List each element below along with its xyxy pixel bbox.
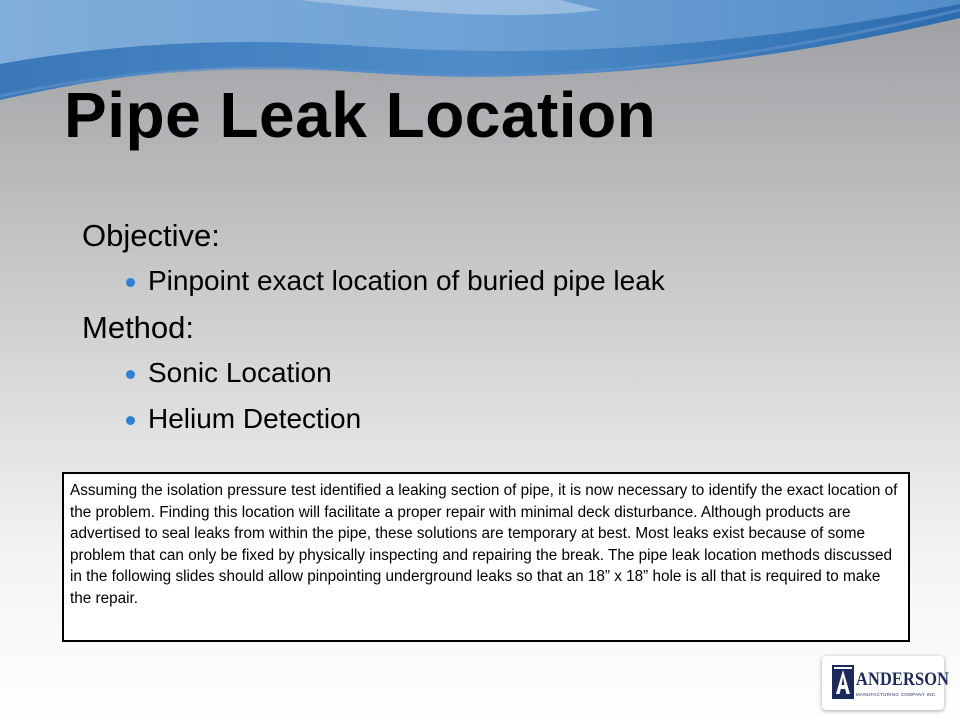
- anderson-logo-icon: [832, 665, 854, 699]
- method-heading: Method:: [82, 310, 195, 345]
- logo-subtitle: MANUFACTURING COMPANY INC.: [856, 692, 937, 697]
- bullet-item: [82, 258, 902, 304]
- company-logo: [822, 656, 950, 710]
- bullet-text: Pinpoint exact location of buried pipe leak: [148, 265, 665, 296]
- bullet-item: [82, 350, 902, 396]
- bullet-text: Helium Detection: [148, 403, 362, 434]
- method-bullets: [82, 350, 902, 442]
- bullet-dot-icon: [126, 278, 135, 287]
- bullet-dot-icon: [126, 416, 135, 425]
- notes-textbox: Assuming the isolation pressure test identified a leaking section of pipe, it is now necessary to identify the exact location of the problem. Finding this location will facilitate a proper repair with minimal deck disturbance. Although products are advertised to seal leaks from within the pipe, these solutions are temporary at best. Most leaks exist because of some problem that can only be fixed by physically inspecting and repairing the break. The pipe leak location methods discussed in the following slides should allow pinpointing underground leaks so that an 18” x 18” hole is all that is required to make the repair.: [62, 472, 910, 642]
- objective-bullets: [82, 258, 902, 304]
- slide-title: Pipe Leak Location: [64, 79, 657, 151]
- bullet-text: Sonic Location: [148, 357, 332, 388]
- bullet-dot-icon: [126, 370, 135, 379]
- slide-content: [82, 214, 902, 442]
- objective-heading: Objective:: [82, 218, 220, 253]
- logo-name: ANDERSON: [856, 669, 950, 690]
- bullet-item: [82, 396, 902, 442]
